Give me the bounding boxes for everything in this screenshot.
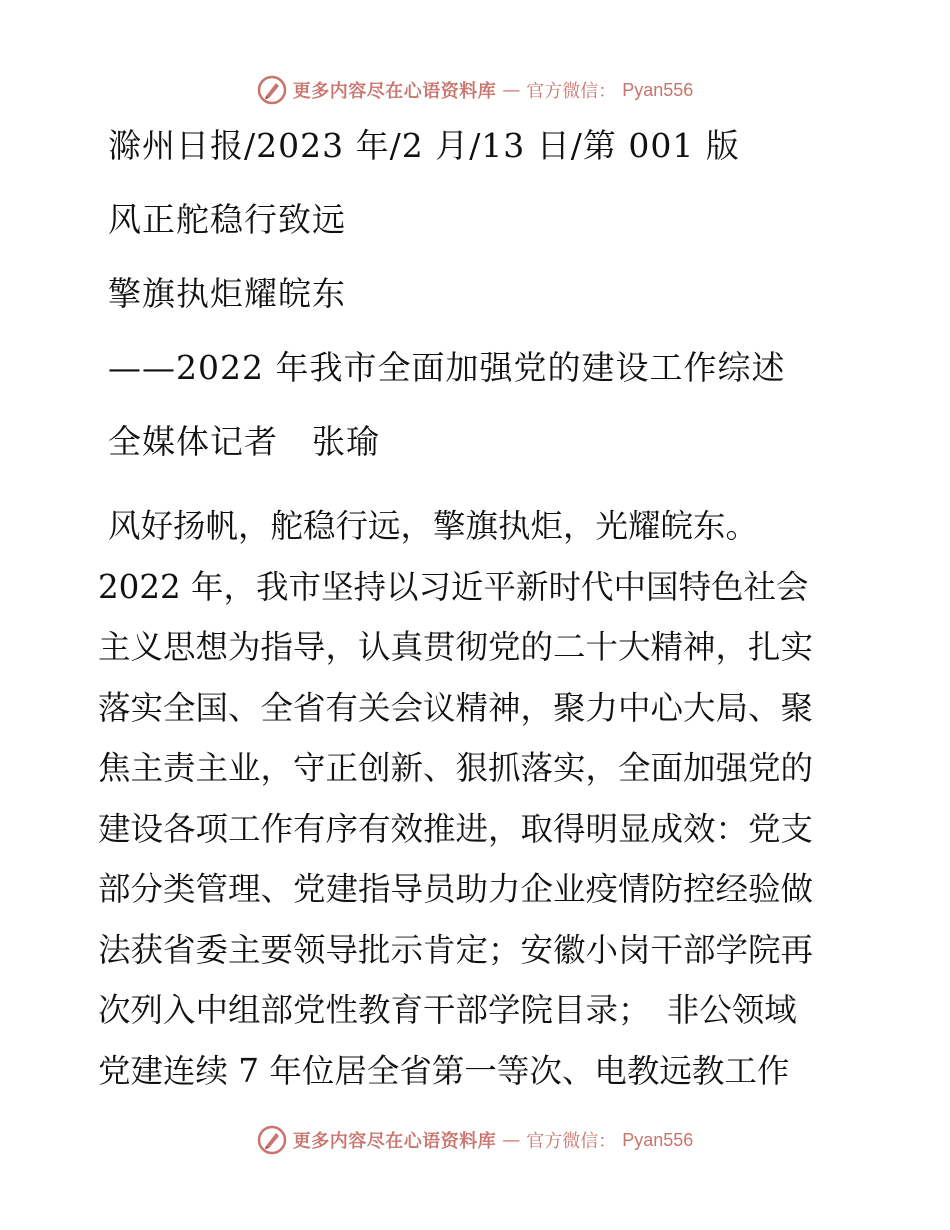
watermark-wechat-id: Pyan556 [622,79,694,100]
watermark-wechat-label: 官方微信： [526,81,617,102]
article-byline: 全媒体记者 张瑜 [108,422,380,461]
article-body [98,496,858,1101]
article-title-line2: 擎旗执炬耀皖东 [108,274,346,313]
watermark-separator: — [502,1129,521,1151]
pen-logo-icon [257,1125,287,1155]
body-line: 部分类管理、党建指导员助力企业疫情防控经验做 [98,870,814,908]
article-meta: 滁州日报/2023 年/2 月/13 日/第 001 版 [108,126,740,165]
article-title-line1: 风正舵稳行致远 [108,200,346,239]
body-line: 主义思想为指导，认真贯彻党的二十大精神，扎实 [98,628,814,666]
watermark-text: 更多内容尽在心语资料库 [292,81,497,102]
body-line: 党建连续 7 年位居全省第一等次、电教远教工作 [98,1051,790,1090]
pen-logo-icon [257,75,287,105]
watermark-banner-bottom [0,1120,950,1160]
watermark-wechat-label: 官方微信： [526,1131,617,1152]
body-line: 风好扬帆，舵稳行远，擎旗执炬，光耀皖东。 [108,507,759,545]
body-line: 2022 年，我市坚持以习近平新时代中国特色社会 [98,567,809,606]
body-line: 落实全国、全省有关会议精神，聚力中心大局、聚 [98,688,814,727]
article-subtitle: ——2022 年我市全面加强党的建设工作综述 [108,348,786,387]
watermark-text: 更多内容尽在心语资料库 [292,1131,497,1152]
body-line: 次列入中组部党性教育干部学院目录； 非公领域 [98,991,797,1029]
watermark-banner-top [0,70,950,110]
body-line: 法获省委主要领导批示肯定；安徽小岗干部学院再 [98,930,814,969]
watermark-separator: — [502,79,521,101]
body-line: 建设各项工作有序有效推进，取得明显成效：党支 [98,809,814,848]
body-line: 焦主责主业，守正创新、狠抓落实，全面加强党的 [98,749,814,787]
watermark-wechat-id: Pyan556 [622,1129,694,1150]
